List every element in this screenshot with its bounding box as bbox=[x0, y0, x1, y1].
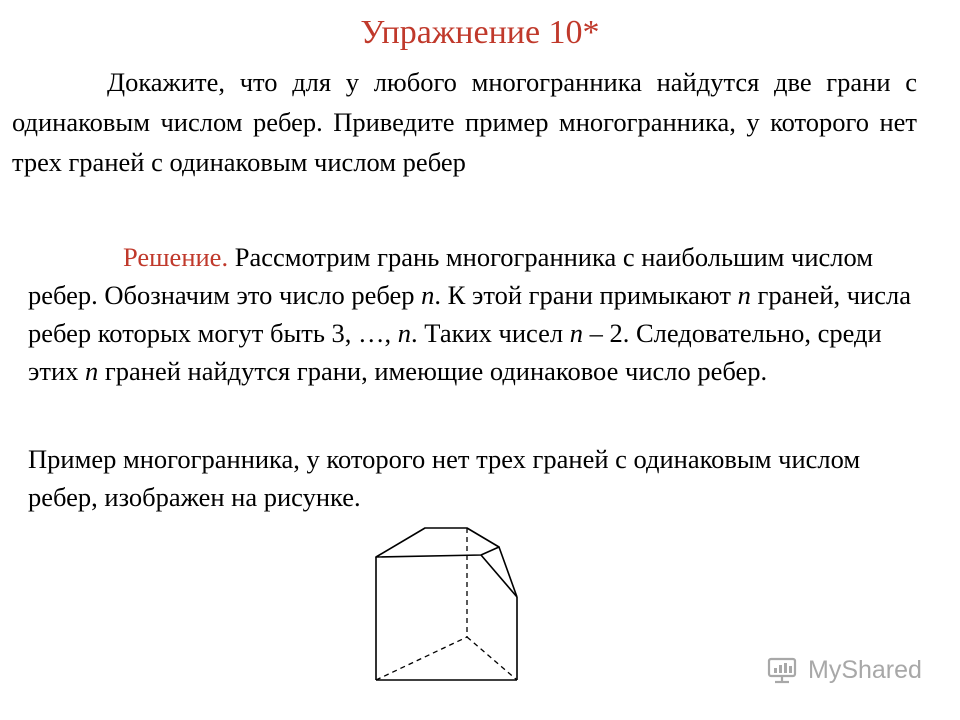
slanted-edge bbox=[499, 547, 517, 597]
problem-statement: Докажите, что для у любого многогранника найдутся две грани с одинаковым числом ребер. Приведите пример многогранника, у которого нет трех граней с одинаковым числом ребер bbox=[12, 67, 917, 177]
solution-text-3: граней, числа ребер которых могут быть 3, …, bbox=[28, 280, 911, 348]
solution-text-6: граней найдутся грани, имеющие одинаковое число ребер. bbox=[98, 356, 768, 386]
hidden-bottom-left-edge bbox=[376, 637, 467, 680]
watermark bbox=[766, 655, 922, 685]
slide-title: Упражнение 10* bbox=[360, 14, 600, 51]
var-n: n bbox=[569, 318, 583, 348]
var-n: n bbox=[85, 356, 99, 386]
var-n: n bbox=[737, 280, 751, 310]
solution-text-4: . Таких чисел bbox=[411, 318, 570, 348]
solution-text-2: . К этой грани примыкают bbox=[434, 280, 738, 310]
var-n: n bbox=[397, 318, 412, 348]
solution-text-1: Рассмотрим грань многогранника с наибольшим числом ребер. Обозначим это число ребер bbox=[28, 242, 874, 310]
solution-text-5: – 2. Следовательно, среди этих bbox=[28, 318, 882, 386]
front-right-vertical-edge bbox=[481, 555, 517, 597]
example-paragraph: Пример многогранника, у которого нет трех граней с одинаковым числом ребер, изображен на рисунке. bbox=[28, 444, 861, 512]
var-n: n bbox=[421, 280, 435, 310]
myshared-logo-icon bbox=[766, 655, 802, 685]
watermark-brand: MyShared bbox=[808, 655, 922, 684]
solution-label: Решение. bbox=[123, 242, 229, 272]
polyhedron-figure bbox=[360, 515, 540, 690]
solution-paragraph bbox=[28, 238, 928, 390]
hidden-bottom-right-edge bbox=[467, 637, 517, 680]
top-face-edge bbox=[376, 528, 499, 557]
